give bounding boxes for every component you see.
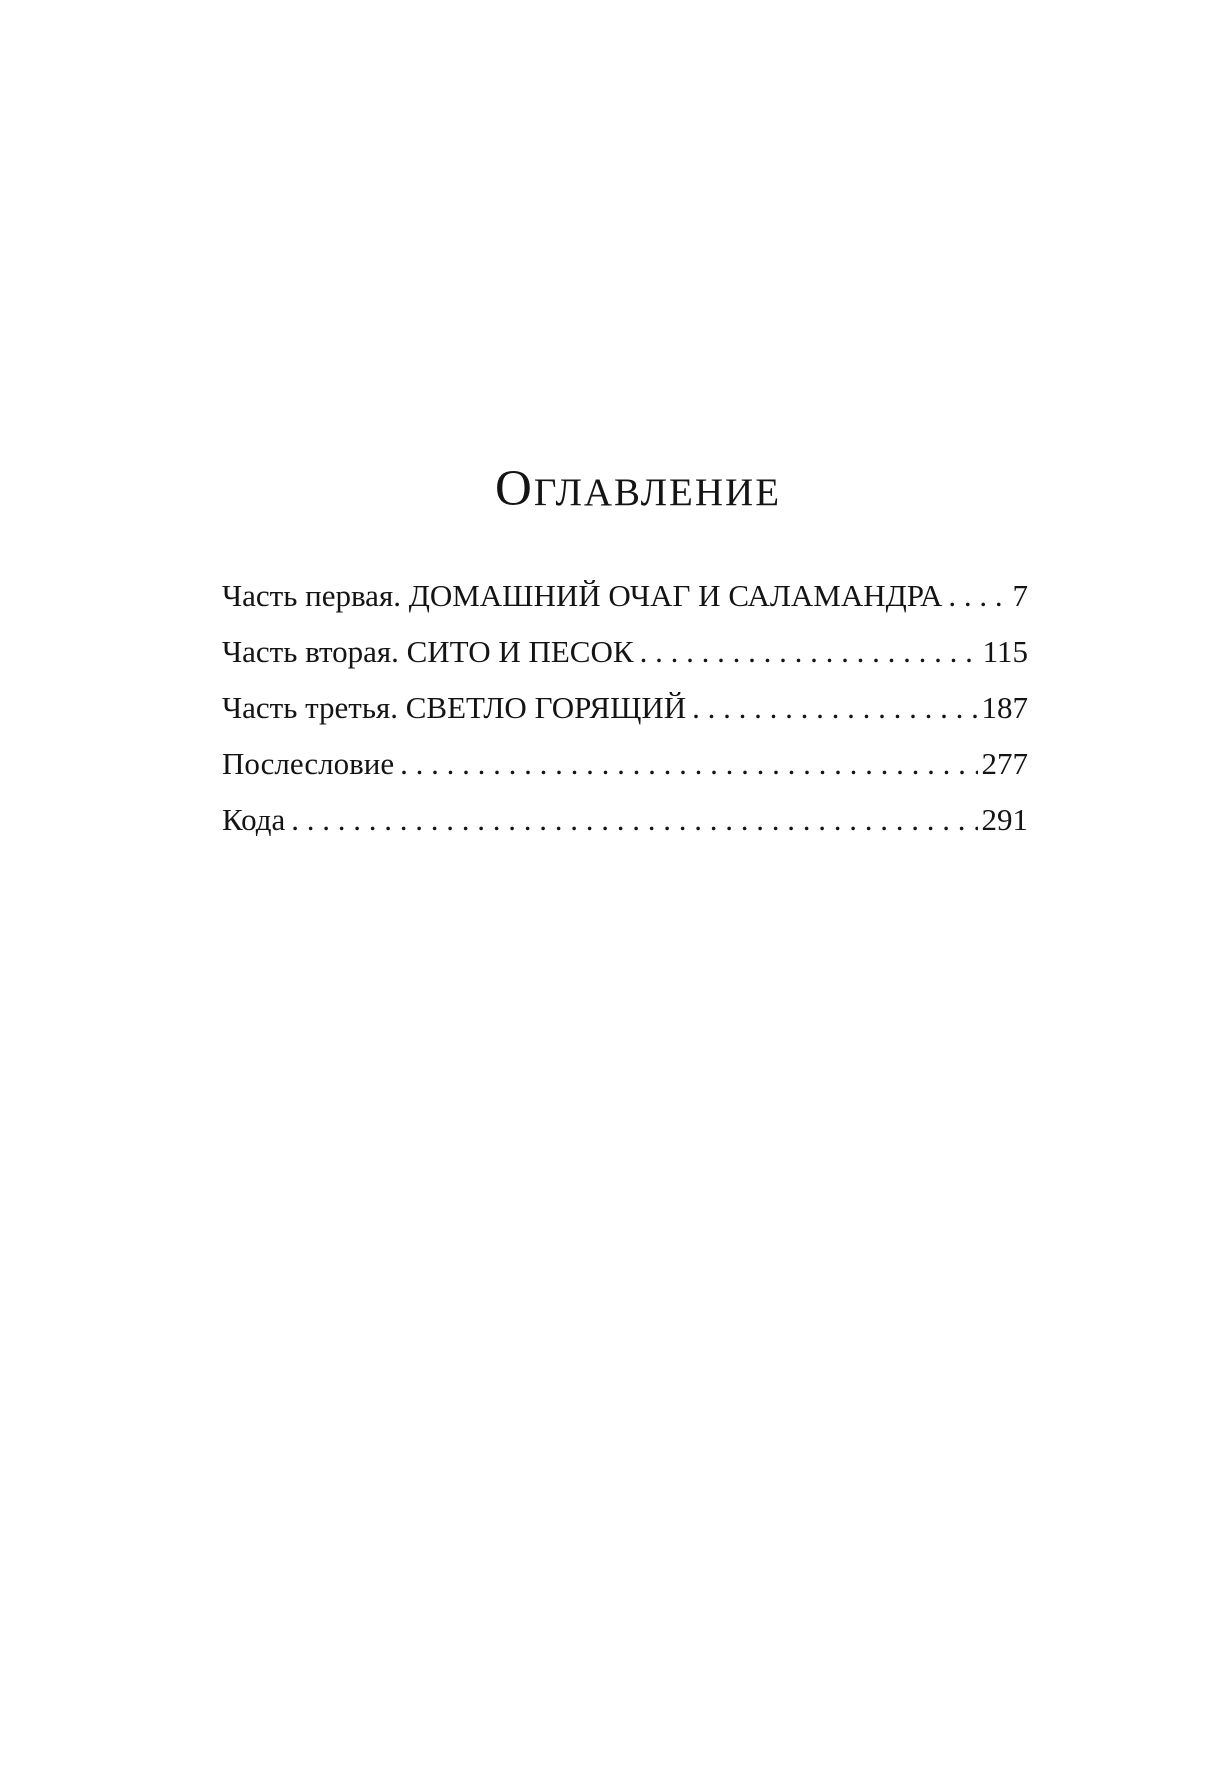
- toc-entry-part-1: [222, 568, 1028, 624]
- toc-entry-page-number: 115: [982, 634, 1028, 669]
- page-title: [235, 461, 1041, 517]
- dot-leader: [948, 568, 1008, 624]
- toc-entry-afterword: [222, 736, 1028, 792]
- toc-entry-part-3: [222, 680, 1028, 736]
- page-title-rest: ГЛАВЛЕНИЕ: [533, 471, 782, 514]
- toc-entry-page-number: 277: [981, 746, 1028, 781]
- toc-entry-page-number: 187: [981, 690, 1028, 725]
- table-of-contents: [222, 568, 1028, 848]
- toc-entry-label: Послесловие: [222, 746, 395, 781]
- toc-entry-coda: [222, 792, 1028, 848]
- toc-entry-label: Часть вторая. СИТО И ПЕСОК: [222, 634, 634, 669]
- toc-entry-label: Часть третья. СВЕТЛО ГОРЯЩИЙ: [222, 690, 687, 725]
- toc-entry-part-2: [222, 624, 1028, 680]
- dot-leader: [291, 792, 977, 848]
- dot-leader: [400, 736, 977, 792]
- toc-entry-label: Часть первая. ДОМАШНИЙ ОЧАГ И САЛАМАНДРА: [222, 578, 943, 613]
- toc-entry-page-number: 291: [981, 802, 1028, 837]
- toc-entry-label: Кода: [222, 802, 286, 837]
- dot-leader: [692, 680, 977, 736]
- page-title-initial: О: [494, 461, 534, 517]
- dot-leader: [640, 624, 979, 680]
- toc-entry-page-number: 7: [1012, 578, 1028, 613]
